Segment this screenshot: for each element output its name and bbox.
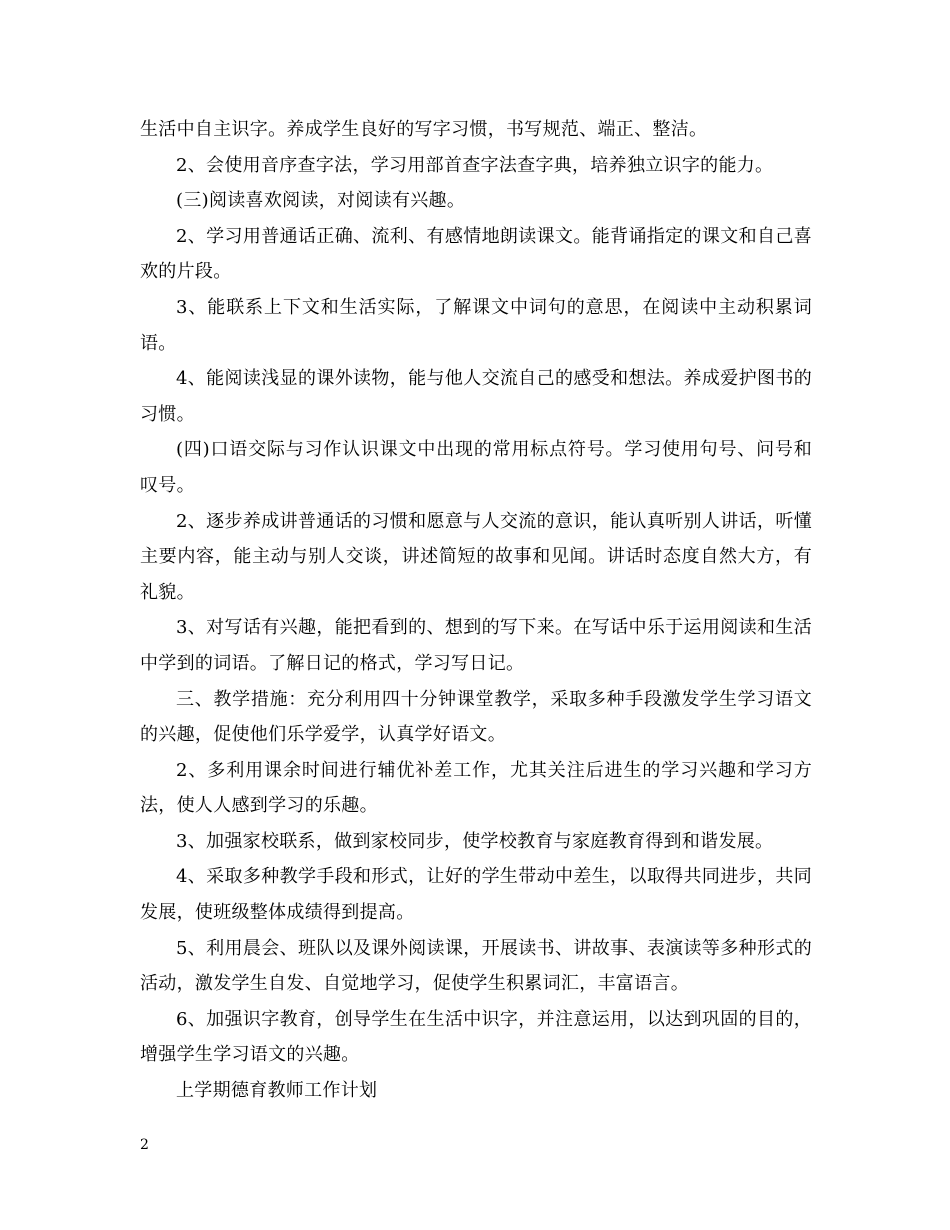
section-heading-teaching-measures: 三、教学措施：充分利用四十分钟课堂教学，采取多种手段激发学生学习语文的兴趣，促使他们乐学爱学，认真学好语文。 bbox=[140, 688, 812, 746]
section-heading-reading: (三)阅读喜欢阅读，对阅读有兴趣。 bbox=[176, 190, 466, 212]
paragraph: 2、多利用课余时间进行辅优补差工作，尤其关注后进生的学习兴趣和学习方法，使人人感到学习的乐趣。 bbox=[140, 759, 812, 817]
paragraph: 3、能联系上下文和生活实际，了解课文中词句的意思，在阅读中主动积累词语。 bbox=[140, 296, 812, 354]
paragraph: 3、对写话有兴趣，能把看到的、想到的写下来。在写话中乐于运用阅读和生活中学到的词语。了解日记的格式，学习写日记。 bbox=[140, 617, 812, 674]
paragraph: 2、逐步养成讲普通话的习惯和愿意与人交流的意识，能认真听别人讲话，听懂主要内容，能主动与别人交谈，讲述简短的故事和见闻。讲话时态度自然大方，有礼貌。 bbox=[140, 510, 812, 603]
paragraph: 4、采取多种教学手段和形式，让好的学生带动中差生，以取得共同进步，共同发展，使班级整体成绩得到提高。 bbox=[140, 866, 812, 924]
paragraph: 生活中自主识字。养成学生良好的写字习惯，书写规范、端正、整洁。 bbox=[140, 119, 708, 140]
paragraph: 5、利用晨会、班队以及课外阅读课，开展读书、讲故事、表演读等多种形式的活动，激发学生自发、自觉地学习，促使学生积累词汇，丰富语言。 bbox=[140, 937, 812, 995]
page-number: 2 bbox=[140, 1137, 149, 1153]
paragraph: 6、加强识字教育，创导学生在生活中识字，并注意运用，以达到巩固的目的，增强学生学习语文的兴趣。 bbox=[140, 1008, 812, 1066]
document-body bbox=[140, 112, 812, 1109]
section-heading-speaking-writing: (四)口语交际与习作认识课文中出现的常用标点符号。学习使用句号、问号和叹号。 bbox=[140, 439, 812, 496]
next-title: 上学期德育教师工作计划 bbox=[176, 1080, 378, 1102]
paragraph: 2、会使用音序查字法，学习用部首查字法查字典，培养独立识字的能力。 bbox=[176, 154, 774, 176]
paragraph: 3、加强家校联系，做到家校同步，使学校教育与家庭教育得到和谐发展。 bbox=[176, 830, 774, 852]
paragraph: 4、能阅读浅显的课外读物，能与他人交流自己的感受和想法。养成爱护图书的习惯。 bbox=[140, 368, 812, 425]
paragraph: 2、学习用普通话正确、流利、有感情地朗读课文。能背诵指定的课文和自己喜欢的片段。 bbox=[140, 225, 812, 283]
